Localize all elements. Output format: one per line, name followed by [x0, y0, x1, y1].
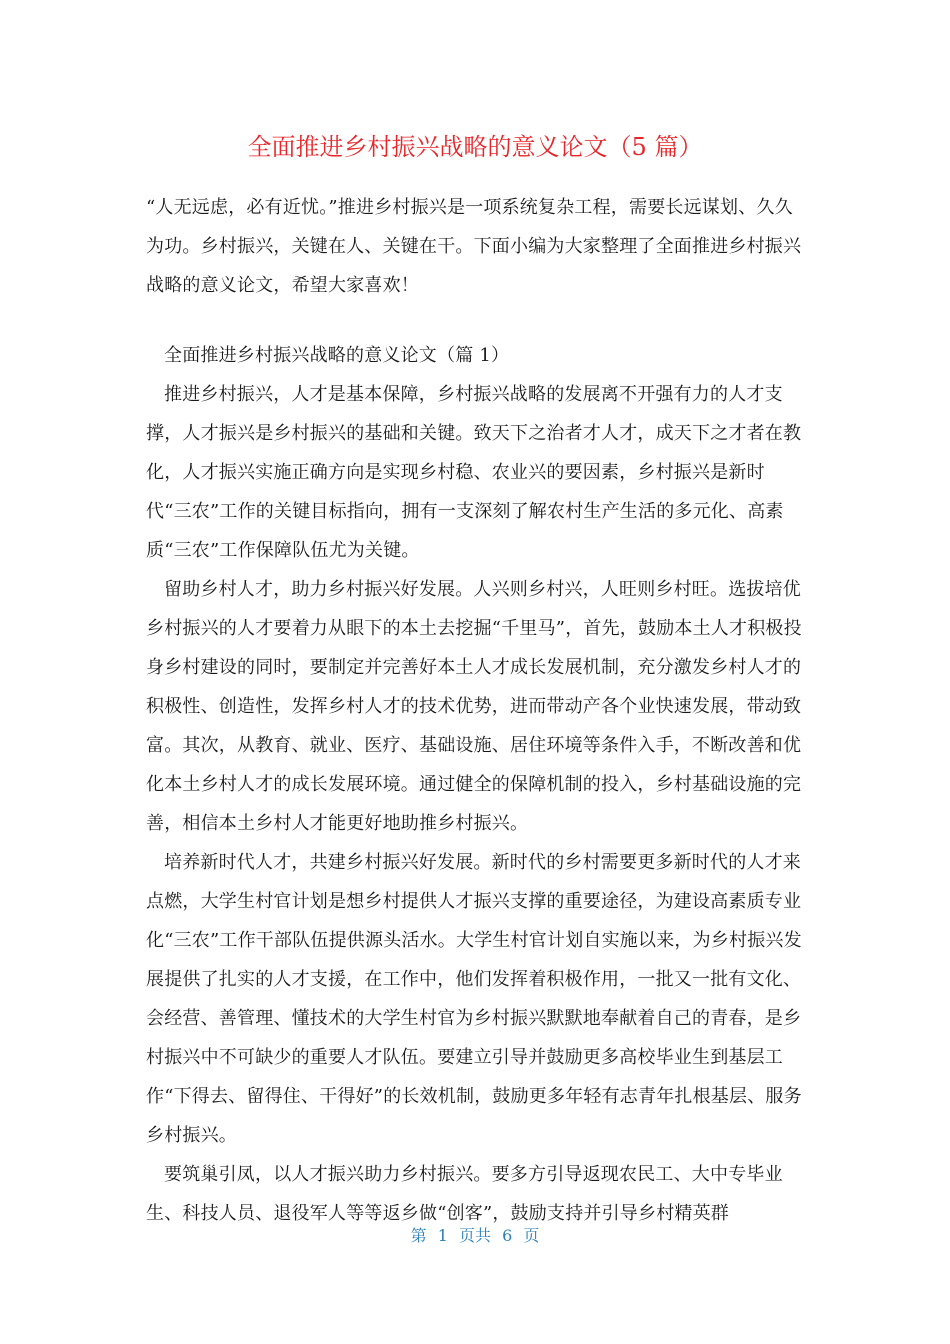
page-footer: 第 1 页共 6 页 [410, 1226, 540, 1245]
body-paragraph-2: 留助乡村人才，助力乡村振兴好发展。人兴则乡村兴，人旺则乡村旺。选拔培优乡村振兴的人才要着力从眼下的本土去挖掘“千里马”，首先，鼓励本土人才积极投身乡村建设的同时，要制定并完善好本土人才成长发展机制，充分激发乡村人才的积极性、创造性，发挥乡村人才的技术优势，进而带动产各个业快速发展，带动致富。其次，从教育、就业、医疗、基础设施、居住环境等条件入手，不断改善和优化本土乡村人才的成长发展环境。通过健全的保障机制的投入，乡村基础设施的完善，相信本土乡村人才能更好地助推乡村振兴。 [146, 579, 802, 834]
body-paragraph-3: 培养新时代人才，共建乡村振兴好发展。新时代的乡村需要更多新时代的人才来点燃，大学生村官计划是想乡村提供人才振兴支撑的重要途径，为建设高素质专业化“三农”工作干部队伍提供源头活水。大学生村官计划自实施以来，为乡村振兴发展提供了扎实的人才支援，在工作中，他们发挥着积极作用，一批又一批有文化、会经营、善管理、懂技术的大学生村官为乡村振兴默默地奉献着自己的青春，是乡村振兴中不可缺少的重要人才队伍。要建立引导并鼓励更多高校毕业生到基层工作“下得去、留得住、干得好”的长效机制，鼓励更多年轻有志青年扎根基层、服务乡村振兴。 [146, 852, 802, 1146]
section-1 [146, 336, 806, 1233]
body-paragraph-1: 推进乡村振兴，人才是基本保障，乡村振兴战略的发展离不开强有力的人才支撑，人才振兴是乡村振兴的基础和关键。致天下之治者才人才，成天下之才者在教化，人才振兴实施正确方向是实现乡村稳、农业兴的要因素，乡村振兴是新时代“三农”工作的关键目标指向，拥有一支深刻了解农村生产生活的多元化、高素质“三农”工作保障队伍尤为关键。 [146, 384, 802, 561]
intro-paragraph: “人无远虑，必有近忧。”推进乡村振兴是一项系统复杂工程，需要长远谋划、久久为功。乡村振兴，关键在人、关键在干。下面小编为大家整理了全面推进乡村振兴战略的意义论文，希望大家喜欢！ [146, 197, 802, 296]
intro-block [146, 188, 806, 305]
document-title: 全面推进乡村振兴战略的意义论文（5 篇） [247, 133, 703, 161]
section-heading: 全面推进乡村振兴战略的意义论文（篇 1） [164, 345, 510, 366]
body-paragraph-4: 要筑巢引凤，以人才振兴助力乡村振兴。要多方引导返现农民工、大中专毕业生、科技人员、退役军人等等返乡做“创客”，鼓励支持并引导乡村精英群 [146, 1164, 783, 1224]
